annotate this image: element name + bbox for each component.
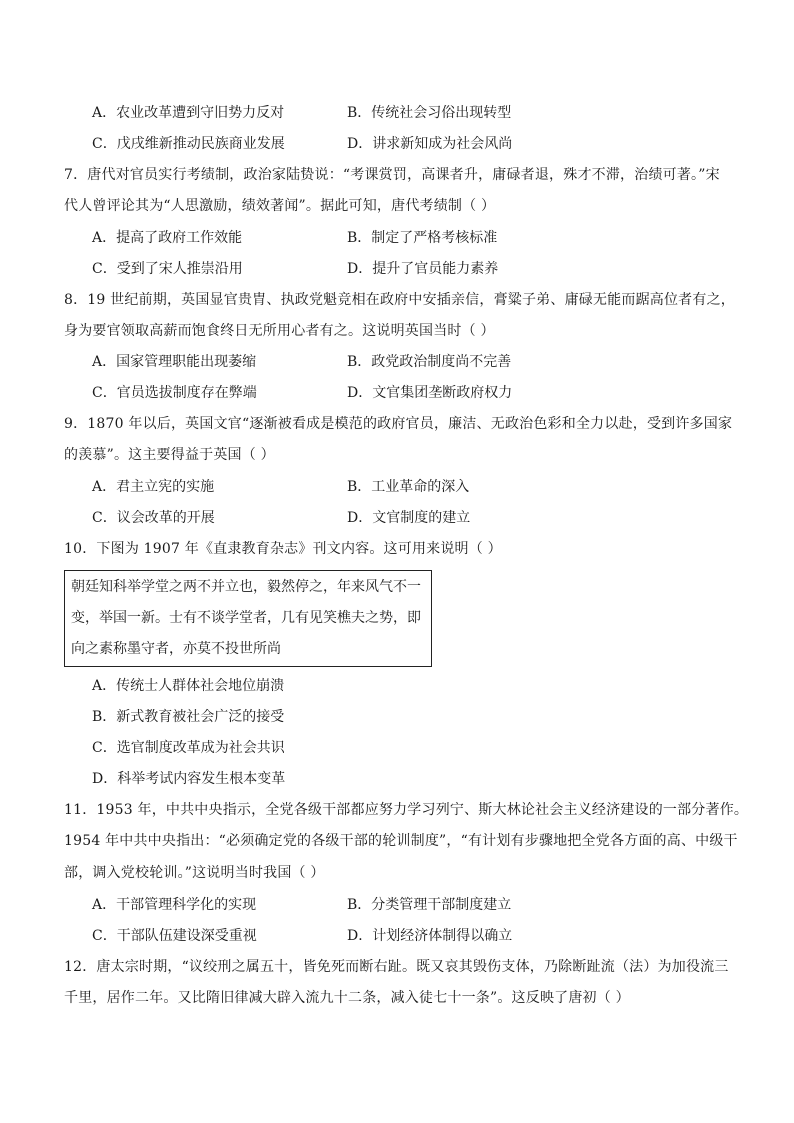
q6-option-d: D．讲求新知成为社会风尚 (347, 136, 513, 152)
q7-option-a: A．提高了政府工作效能 (92, 230, 243, 246)
q8-option-d: D．文官集团垄断政府权力 (347, 385, 513, 401)
q11-stem-line-3: 部，调入党校轮训。”这说明当时我国（ ） (64, 865, 325, 881)
q12-stem-line-2: 千里，居作二年。又比隋旧律减大辟入流九十二条，减入徒七十一条”。这反映了唐初（ ） (64, 990, 630, 1006)
q7-option-d: D．提升了官员能力素养 (347, 261, 499, 277)
q8-option-c: C．官员选拔制度存在弊端 (92, 385, 257, 401)
q10-option-a: A．传统士人群体社会地位崩溃 (92, 678, 285, 694)
q10-quote-line-3: 向之素称墨守者，亦莫不投世所尚 (71, 641, 281, 657)
q11-option-b: B．分类管理干部制度建立 (347, 897, 512, 913)
q11-option-c: C．干部队伍建设深受重视 (92, 928, 257, 944)
q9-option-b: B．工业革命的深入 (347, 479, 470, 495)
q8-stem-line-1: 8．19 世纪前期，英国显官贵胄、执政党魁竞相在政府中安插亲信，膏粱子弟、庸碌无能而踞高位者有之， (64, 292, 735, 308)
q10-quote-line-2: 变，举国一新。士有不谈学堂者，几有见笑樵夫之势，即 (71, 610, 421, 626)
q6-option-c: C．戊戌维新推动民族商业发展 (92, 136, 285, 152)
q7-stem-line-2: 代人曾评论其为“人思激励，绩效著闻”。据此可知，唐代考绩制（ ） (64, 198, 496, 214)
q9-stem-line-1: 9．1870 年以后，英国文官“逐渐被看成是模范的政府官员，廉洁、无政治色彩和全力以赴，受到许多国家 (64, 416, 733, 432)
q10-option-b: B．新式教育被社会广泛的接受 (92, 709, 285, 725)
q8-option-a: A．国家管理职能出现萎缩 (92, 354, 257, 370)
q6-option-a: A．农业改革遭到守旧势力反对 (92, 105, 285, 121)
q9-stem-line-2: 的羡慕”。这主要得益于英国（ ） (64, 447, 275, 463)
q7-option-c: C．受到了宋人推崇沿用 (92, 261, 243, 277)
q7-stem-line-1: 7．唐代对官员实行考绩制，政治家陆贽说：“考课赏罚，高课者升，庸碌者退，殊才不滞，治绩可著。”宋 (64, 167, 720, 183)
q7-option-b: B．制定了严格考核标准 (347, 230, 498, 246)
q9-option-c: C．议会改革的开展 (92, 510, 215, 526)
q10-stem-line-1: 10．下图为 1907 年《直隶教育杂志》刊文内容。这可用来说明（ ） (64, 541, 502, 557)
q9-option-d: D．文官制度的建立 (347, 510, 471, 526)
q10-quote-line-1: 朝廷知科举学堂之两不并立也，毅然停之，年来风气不一 (71, 579, 421, 595)
q8-option-b: B．政党政治制度尚不完善 (347, 354, 512, 370)
q12-stem-line-1: 12．唐太宗时期，“议绞刑之属五十，皆免死而断右趾。既又哀其毁伤支体，乃除断趾流（法）为加役流三 (64, 959, 729, 975)
q8-stem-line-2: 身为要官领取高薪而饱食终日无所用心者有之。这说明英国当时（ ） (64, 323, 495, 339)
q10-option-c: C．选官制度改革成为社会共识 (92, 740, 285, 756)
q10-option-d: D．科举考试内容发生根本变革 (92, 771, 286, 787)
q11-option-d: D．计划经济体制得以确立 (347, 928, 513, 944)
q11-option-a: A．干部管理科学化的实现 (92, 897, 257, 913)
q9-option-a: A．君主立宪的实施 (92, 479, 215, 495)
q10-quote-box (64, 570, 432, 667)
q6-option-b: B．传统社会习俗出现转型 (347, 105, 512, 121)
q11-stem-line-1: 11．1953 年，中共中央指示，全党各级干部都应努力学习列宁、斯大林论社会主义经济建设的一部分著作。 (64, 802, 749, 818)
q11-stem-line-2: 1954 年中共中央指出：“必须确定党的各级干部的轮训制度”，“有计划有步骤地把全党各方面的高、中级干 (64, 833, 738, 849)
